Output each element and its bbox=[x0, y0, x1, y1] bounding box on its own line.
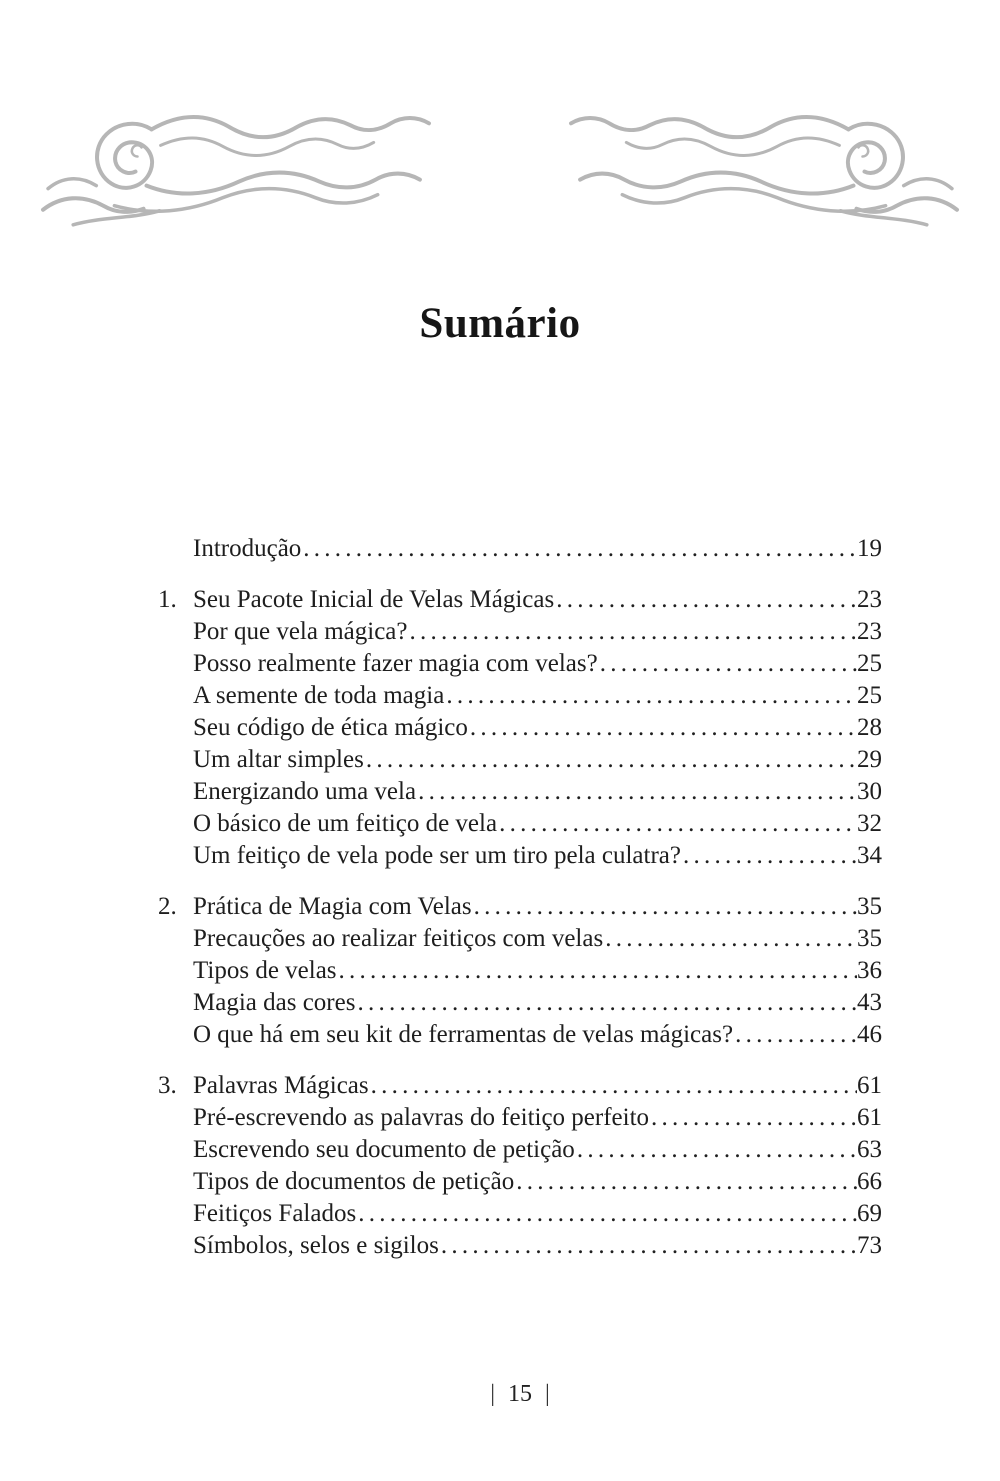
toc-leader-dots bbox=[605, 923, 857, 955]
toc-entry bbox=[158, 1166, 882, 1198]
toc-entry-label: O básico de um feitiço de vela bbox=[193, 810, 498, 837]
toc-entry bbox=[158, 744, 882, 776]
toc-entry-page: 43 bbox=[857, 989, 882, 1016]
page-footer bbox=[158, 1381, 882, 1408]
toc-leader-dots bbox=[735, 1019, 857, 1051]
toc-entry-page: 61 bbox=[857, 1072, 882, 1099]
toc-leader-dots bbox=[683, 840, 857, 872]
toc-entry-page: 61 bbox=[857, 1104, 882, 1131]
toc-leader-dots bbox=[470, 712, 857, 744]
toc-entry-page: 73 bbox=[857, 1232, 882, 1259]
toc-entry bbox=[158, 840, 882, 872]
toc-entry-page: 28 bbox=[857, 714, 882, 741]
cloud-flourish-ornament-left bbox=[38, 86, 440, 236]
toc-entry-label: Palavras Mágicas bbox=[193, 1072, 369, 1099]
toc-entry-label: Energizando uma vela bbox=[193, 778, 417, 805]
toc-entry-page: 19 bbox=[857, 535, 882, 562]
toc-leader-dots bbox=[516, 1166, 857, 1198]
toc-entry bbox=[158, 533, 882, 565]
toc-entry-number: 3. bbox=[158, 1072, 177, 1099]
toc-entry-label: Um altar simples bbox=[193, 746, 364, 773]
toc-entry-page: 35 bbox=[857, 925, 882, 952]
toc-entry-page: 34 bbox=[857, 842, 882, 869]
toc-entry bbox=[158, 648, 882, 680]
toc-entry bbox=[158, 776, 882, 808]
toc-leader-dots bbox=[577, 1134, 857, 1166]
toc-entry bbox=[158, 712, 882, 744]
toc-entry-page: 69 bbox=[857, 1200, 882, 1227]
toc-entry-label: Magia das cores bbox=[193, 989, 356, 1016]
toc-entry-label: Seu Pacote Inicial de Velas Mágicas bbox=[193, 586, 555, 613]
toc-entry bbox=[158, 680, 882, 712]
toc-entry-label: Pré-escrevendo as palavras do feitiço perfeito bbox=[193, 1104, 650, 1131]
toc-entry-page: 63 bbox=[857, 1136, 882, 1163]
toc-leader-dots bbox=[651, 1102, 857, 1134]
toc-leader-dots bbox=[371, 1070, 857, 1102]
toc-leader-dots bbox=[410, 616, 858, 648]
toc-entry bbox=[158, 1134, 882, 1166]
toc-leader-dots bbox=[556, 584, 857, 616]
toc-entry-page: 29 bbox=[857, 746, 882, 773]
toc-entry bbox=[158, 987, 882, 1019]
toc-entry bbox=[158, 584, 882, 616]
toc-entry-label: Escrevendo seu documento de petição bbox=[193, 1136, 575, 1163]
toc-entry-page: 35 bbox=[857, 893, 882, 920]
toc-entry-label: Posso realmente fazer magia com velas? bbox=[193, 650, 598, 677]
footer-separator-left: | bbox=[490, 1381, 495, 1407]
toc-entry-label: Feitiços Falados bbox=[193, 1200, 357, 1227]
toc-entry-page: 23 bbox=[857, 586, 882, 613]
toc-entry bbox=[158, 1198, 882, 1230]
toc-entry bbox=[158, 1070, 882, 1102]
toc-entry bbox=[158, 891, 882, 923]
toc-entry-number: 1. bbox=[158, 586, 177, 613]
toc-entry bbox=[158, 955, 882, 987]
toc-leader-dots bbox=[357, 987, 857, 1019]
toc-entry bbox=[158, 808, 882, 840]
toc-leader-dots bbox=[446, 680, 857, 712]
toc-entry-page: 32 bbox=[857, 810, 882, 837]
toc-entry-label: Seu código de ética mágico bbox=[193, 714, 468, 741]
toc-entry-label: Símbolos, selos e sigilos bbox=[193, 1232, 439, 1259]
cloud-flourish-ornament-right bbox=[560, 86, 962, 236]
toc-entry-label: Prática de Magia com Velas bbox=[193, 893, 472, 920]
toc-entry-label: Um feitiço de vela pode ser um tiro pela culatra? bbox=[193, 842, 681, 869]
toc-entry-label: O que há em seu kit de ferramentas de velas mágicas? bbox=[193, 1021, 734, 1048]
toc-entry-page: 23 bbox=[857, 618, 882, 645]
toc-entry-page: 66 bbox=[857, 1168, 882, 1195]
toc-entry bbox=[158, 1102, 882, 1134]
toc-entry-page: 30 bbox=[857, 778, 882, 805]
toc-entry-page: 25 bbox=[857, 650, 882, 677]
toc-entry-label: Precauções ao realizar feitiços com velas bbox=[193, 925, 604, 952]
toc-entry bbox=[158, 616, 882, 648]
toc-leader-dots bbox=[441, 1230, 857, 1262]
page-number: 15 bbox=[508, 1381, 532, 1407]
toc-leader-dots bbox=[600, 648, 857, 680]
footer-separator-right: | bbox=[545, 1381, 550, 1407]
toc-entry-label: A semente de toda magia bbox=[193, 682, 445, 709]
toc-leader-dots bbox=[474, 891, 857, 923]
toc-entry-label: Tipos de documentos de petição bbox=[193, 1168, 515, 1195]
toc-leader-dots bbox=[366, 744, 857, 776]
toc-leader-dots bbox=[303, 533, 857, 565]
toc-entry bbox=[158, 923, 882, 955]
toc-leader-dots bbox=[418, 776, 857, 808]
toc-entry-page: 36 bbox=[857, 957, 882, 984]
toc-leader-dots bbox=[339, 955, 857, 987]
toc-entry bbox=[158, 1230, 882, 1262]
toc-entry-label: Introdução bbox=[193, 535, 302, 562]
page-title: Sumário bbox=[419, 299, 581, 347]
toc-entry-page: 25 bbox=[857, 682, 882, 709]
toc-entry-number: 2. bbox=[158, 893, 177, 920]
toc-entry-label: Tipos de velas bbox=[193, 957, 337, 984]
toc-entry bbox=[158, 1019, 882, 1051]
table-of-contents bbox=[158, 533, 882, 1262]
toc-leader-dots bbox=[358, 1198, 857, 1230]
toc-entry-page: 46 bbox=[857, 1021, 882, 1048]
toc-entry-label: Por que vela mágica? bbox=[193, 618, 408, 645]
toc-leader-dots bbox=[499, 808, 857, 840]
